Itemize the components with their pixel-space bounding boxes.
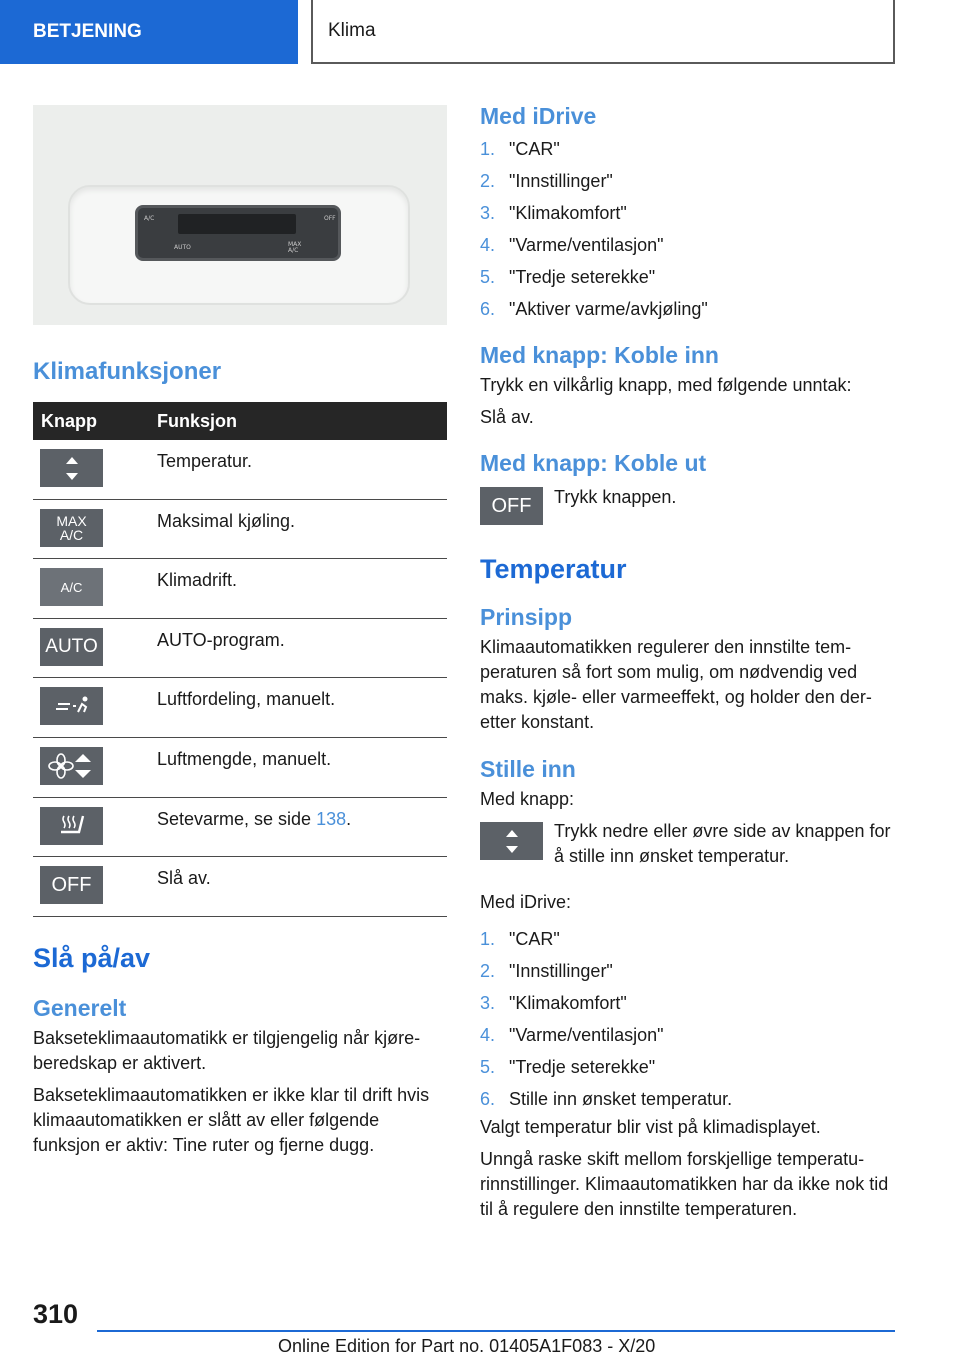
- list-item: 5. "Tredje seterekke": [480, 267, 656, 287]
- page-link-138[interactable]: 138: [316, 808, 347, 829]
- table-header: [33, 402, 447, 440]
- list-item: 6. "Aktiver varme/avkjøling": [480, 299, 708, 319]
- couple-in-paragraph-2: Slå av.: [480, 407, 534, 427]
- off-icon: OFF: [40, 866, 103, 904]
- list-item: 1. "CAR": [480, 139, 560, 159]
- couple-out-text: Trykk knappen.: [554, 487, 677, 507]
- list-item: 4. "Varme/ventilasjon": [480, 1025, 664, 1045]
- general-paragraph-1: Bakseteklimaautomatikk er tilgjengelig når kjøre-beredskap er aktivert.: [33, 1027, 421, 1073]
- air-distribution-icon: [40, 687, 103, 725]
- on-off-heading: Slå på/av: [33, 942, 151, 973]
- couple-in-paragraph-1: Trykk en vilkårlig knapp, med følgende unntak:: [480, 375, 852, 395]
- idrive-heading: Med iDrive: [480, 103, 597, 129]
- adjust-button-block: [480, 822, 900, 869]
- list-item: 5. "Tredje seterekke": [480, 1057, 656, 1077]
- header-knapp: Knapp: [41, 410, 97, 431]
- max-ac-icon: MAX A/C: [40, 509, 103, 547]
- klimafunksjoner-heading: Klimafunksjoner: [33, 358, 222, 385]
- table-row: [33, 678, 447, 738]
- principle-heading: Prinsipp: [480, 604, 573, 630]
- list-item: 2. "Innstillinger": [480, 961, 613, 981]
- temperature-heading: Temperatur: [480, 554, 627, 584]
- table-row: [33, 738, 447, 798]
- section-tab: [0, 0, 298, 64]
- ac-icon: A/C: [40, 568, 103, 606]
- list-item: 3. "Klimakomfort": [480, 203, 627, 223]
- row-text: Temperatur.: [157, 451, 253, 471]
- table-row: [33, 857, 447, 917]
- adjust-button-text: Trykk nedre eller øvre side av knappen for å stille inn ønsket temperatur.: [554, 821, 891, 866]
- rear-climate-panel-photo: [33, 105, 447, 325]
- table-row: [33, 559, 447, 619]
- climate-control-panel: [135, 205, 341, 261]
- row-text: Luftmengde, manuelt.: [157, 748, 332, 769]
- footer-divider: [97, 1330, 895, 1332]
- left-column: [33, 105, 447, 1158]
- couple-in-heading: Med knapp: Koble inn: [480, 342, 719, 368]
- chapter-tab: [311, 0, 895, 64]
- section-title: BETJENING: [33, 21, 142, 42]
- panel-label-off: OFF: [324, 215, 336, 222]
- right-column: [480, 103, 900, 1222]
- list-item: 2. "Innstillinger": [480, 171, 613, 191]
- adjust-heading: Stille inn: [480, 756, 576, 782]
- row-text: Klimadrift.: [157, 570, 238, 591]
- off-icon: OFF: [480, 487, 543, 525]
- row-text: Luftfordeling, manuelt.: [157, 689, 336, 710]
- couple-out-heading: Med knapp: Koble ut: [480, 450, 707, 476]
- list-item: 1. "CAR": [480, 929, 560, 949]
- list-item: 6. Stille inn ønsket temperatur.: [480, 1089, 733, 1109]
- adjust-with-idrive: Med iDrive:: [480, 892, 572, 912]
- general-heading: Generelt: [33, 994, 127, 1021]
- temperature-arrows-icon: [40, 449, 103, 487]
- row-text: Maksimal kjøling.: [157, 510, 296, 531]
- footer-edition: Online Edition for Part no. 01405A1F083 - X/20: [278, 1336, 656, 1356]
- header-funksjon: Funksjon: [157, 410, 237, 431]
- panel-label-maxac: MAX A/C: [288, 241, 302, 254]
- functions-table: [33, 402, 447, 917]
- table-row: [33, 440, 447, 500]
- adjust-with-button: Med knapp:: [480, 789, 575, 809]
- row-text: AUTO-program.: [157, 629, 285, 650]
- table-row: [33, 500, 447, 560]
- panel-label-ac: A/C: [144, 215, 155, 222]
- row-text: Setevarme, se side 138.: [157, 808, 352, 829]
- table-row: [33, 619, 447, 679]
- adjust-steps: [480, 923, 900, 1115]
- avoid-text: Unngå raske skift mellom forskjellige temperatu-rinnstillinger. Klimaautomatikken har da ikke nok tid til å regulere den innstilte temperaturen.: [480, 1149, 889, 1219]
- page-number: 310: [33, 1299, 79, 1329]
- panel-display: [178, 214, 296, 234]
- principle-text: Klimaautomatikken regulerer den innstilte tem-peraturen så fort som mulig, om nødvendig ved maks. kjøle- eller varmeeffekt, og holder den der-etter konstant.: [480, 637, 872, 732]
- chapter-title: Klima: [328, 20, 376, 41]
- panel-label-auto: AUTO: [174, 244, 191, 251]
- fan-speed-icon: [40, 747, 103, 785]
- list-item: 4. "Varme/ventilasjon": [480, 235, 664, 255]
- seat-heating-icon: [40, 807, 103, 845]
- row-text: Slå av.: [157, 868, 211, 889]
- table-row: [33, 798, 447, 858]
- shown-text: Valgt temperatur blir vist på klimadisplayet.: [480, 1117, 821, 1137]
- auto-icon: AUTO: [40, 628, 103, 666]
- couple-out-block: [480, 487, 900, 525]
- list-item: 3. "Klimakomfort": [480, 993, 627, 1013]
- temperature-arrows-icon: [480, 822, 543, 860]
- general-paragraph-2: Bakseteklimaautomatikken er ikke klar til drift hvis klimaautomatikken er slått av eller følgende funksjon er aktiv: Tine ruter og fjerne dugg.: [33, 1084, 430, 1155]
- idrive-steps: [480, 133, 900, 325]
